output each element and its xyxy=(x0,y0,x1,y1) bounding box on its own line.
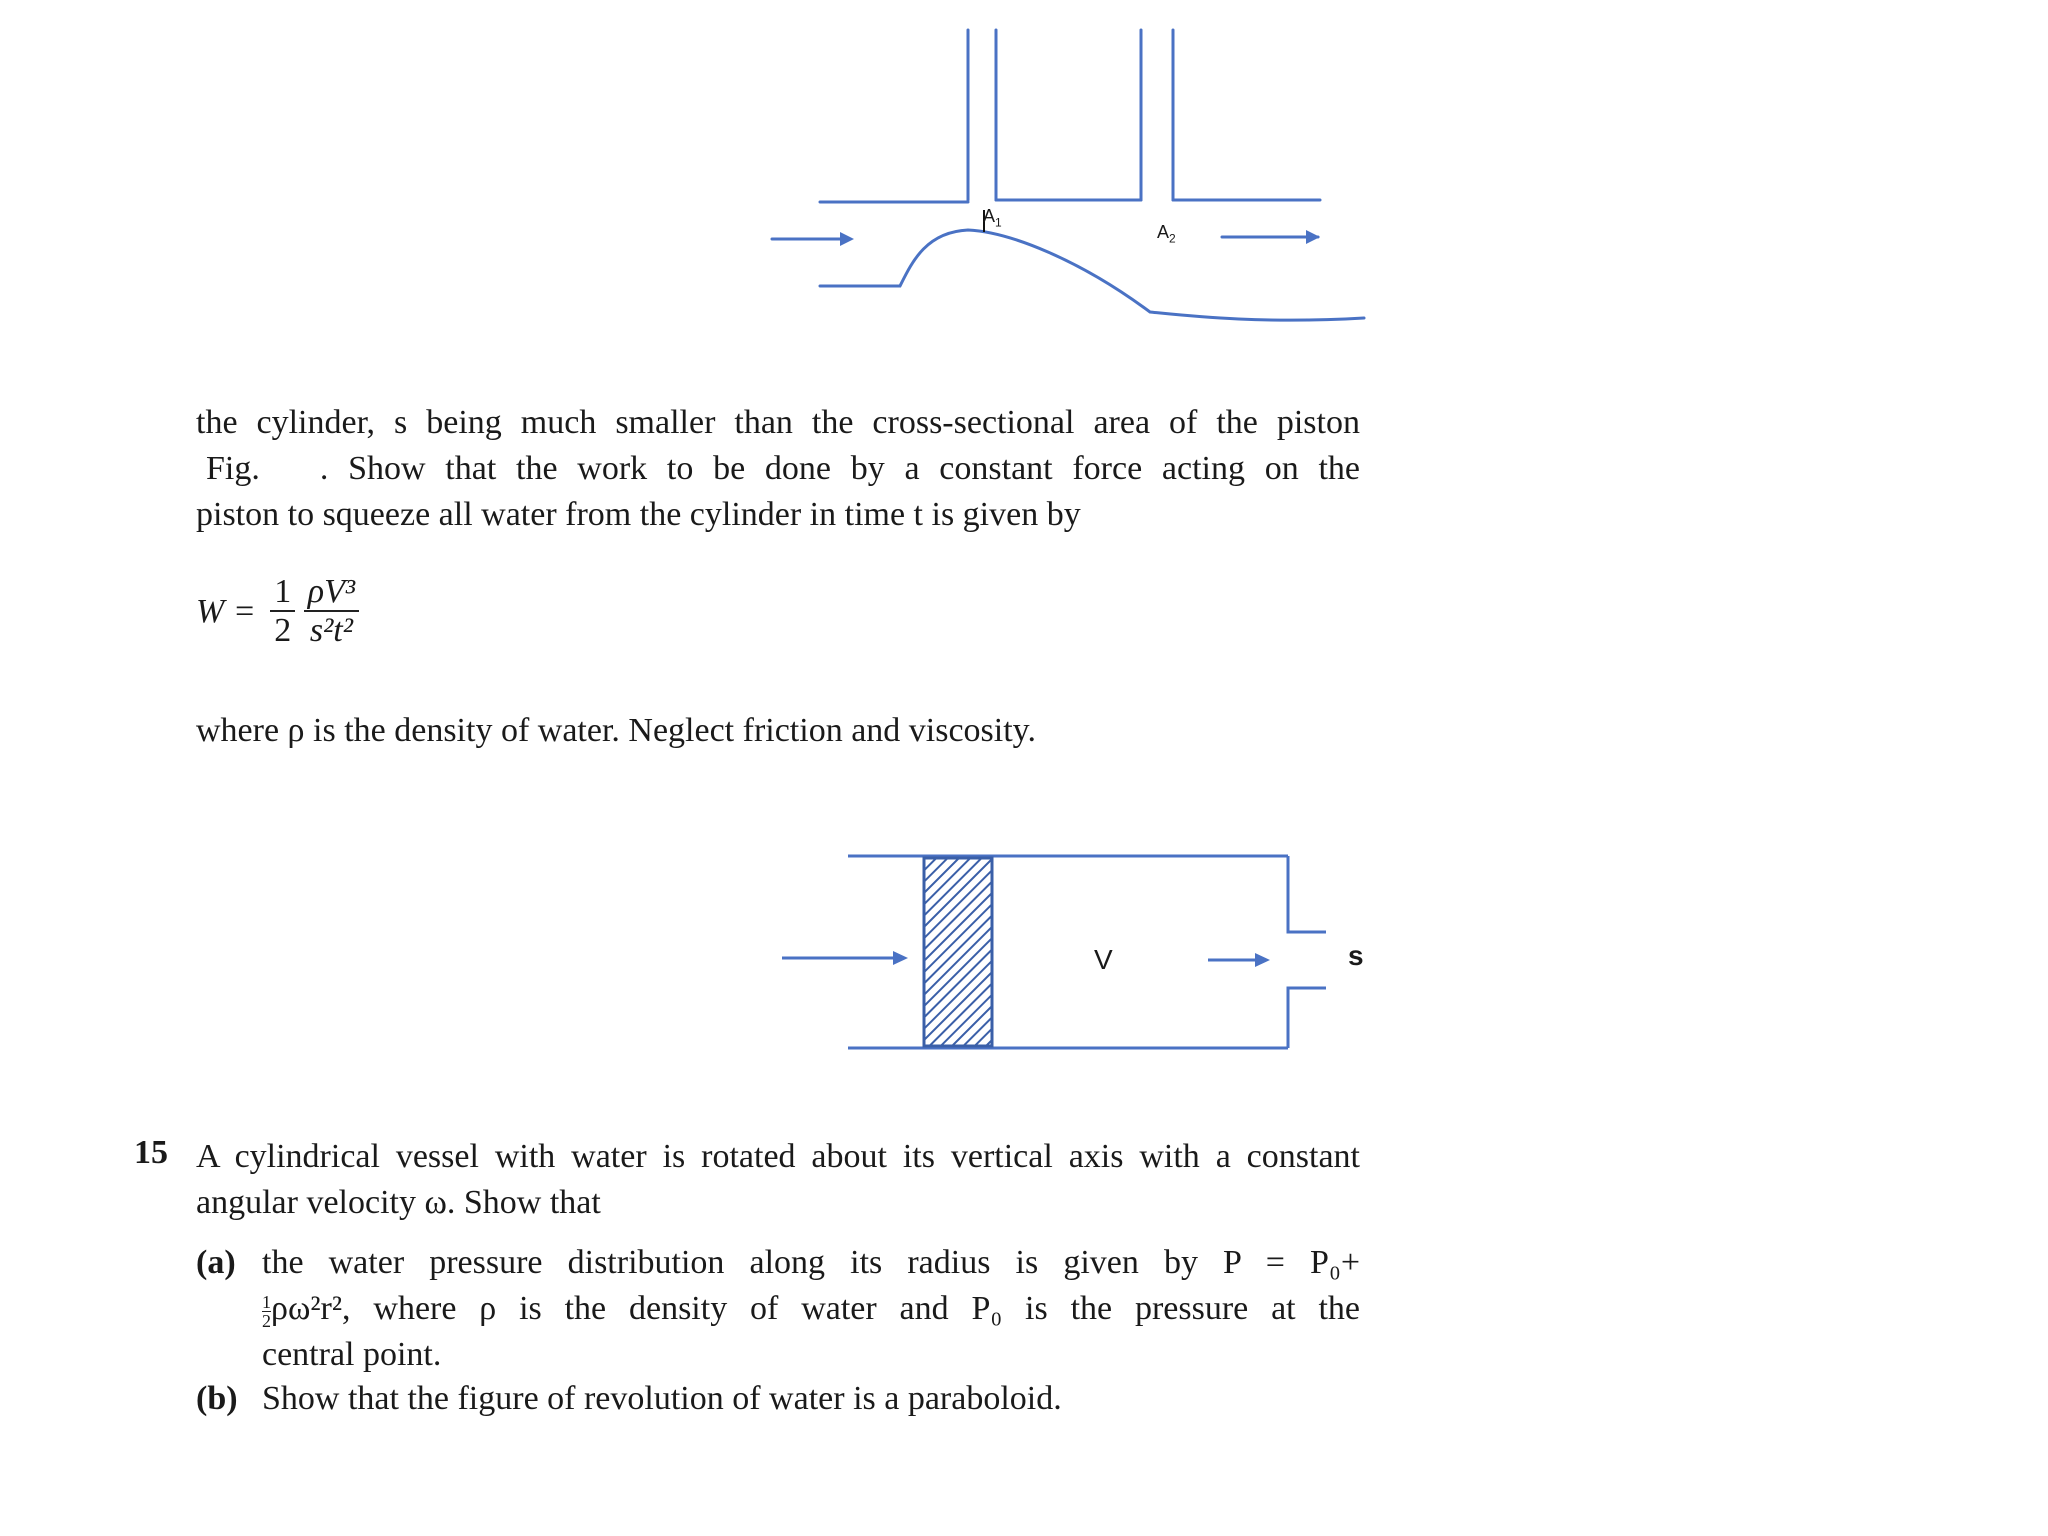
equation-coefficient xyxy=(270,574,295,650)
part-b-text: Show that the figure of revolution of water is a paraboloid. xyxy=(262,1380,1062,1417)
part-a-half-fraction xyxy=(262,1293,271,1330)
part-a-line2 xyxy=(262,1286,1360,1332)
problem14-line4: where ρ is the density of water. Neglect friction and viscosity. xyxy=(196,712,1036,749)
equation-coef-numerator: 1 xyxy=(274,573,292,610)
label-outlet: s xyxy=(1348,940,1364,971)
equation-coef-denominator: 2 xyxy=(270,610,295,650)
problem14-line2-rest: . Show that the work to be done by a constant force acting on the xyxy=(319,450,1360,487)
part-a-label: (a) xyxy=(196,1244,236,1281)
problem14-line3: piston to squeeze all water from the cylinder in time t is given by xyxy=(196,496,1081,533)
problem15-number: 15 xyxy=(134,1134,168,1171)
label-a2-subscript: 2 xyxy=(1169,231,1176,246)
equation-lhs: W = xyxy=(196,593,256,630)
label-a1-subscript: 1 xyxy=(995,215,1002,230)
part-a-line1: the water pressure distribution along its radius is given by P = P₀+ xyxy=(262,1244,1360,1281)
label-a1 xyxy=(983,206,1002,230)
problem14-text xyxy=(196,400,1360,538)
label-a2 xyxy=(1157,222,1176,246)
pipe-bottom-profile xyxy=(820,230,1364,320)
work-equation xyxy=(196,574,359,650)
part-a-line2-rest: ρω²r², where ρ is the density of water and P₀ is the pressure at the xyxy=(271,1290,1360,1327)
venturi-figure xyxy=(0,0,2048,360)
outflow-arrowhead xyxy=(1255,953,1270,967)
piston xyxy=(924,858,992,1046)
cylinder-outlet-bottom xyxy=(1288,988,1326,1048)
label-a2-text: A xyxy=(1157,222,1170,242)
problem15-line2: angular velocity ω. Show that xyxy=(196,1184,601,1221)
outflow-arrowhead xyxy=(1306,230,1320,244)
equation-numerator: ρV³ xyxy=(307,573,356,610)
part-a-frac-num: 1 xyxy=(262,1291,271,1312)
part-a-text xyxy=(262,1240,1360,1378)
inflow-arrowhead xyxy=(840,232,854,246)
label-volume: V xyxy=(1094,944,1113,975)
push-arrowhead xyxy=(893,951,908,965)
part-b-label: (b) xyxy=(196,1380,238,1417)
problem14-fig-ref: Fig. xyxy=(206,450,260,487)
equation-fraction xyxy=(304,574,359,650)
label-a1-text: A xyxy=(983,206,996,226)
problem14-line2 xyxy=(196,446,1360,492)
cylinder-outlet-top xyxy=(1288,856,1326,932)
part-a-frac-den: 2 xyxy=(262,1310,271,1331)
problem14-line1: the cylinder, s being much smaller than the cross-sectional area of the piston xyxy=(196,404,1360,441)
problem15-text xyxy=(196,1134,1360,1226)
part-a-line3: central point. xyxy=(262,1336,442,1373)
problem15-line1: A cylindrical vessel with water is rotated about its vertical axis with a constant xyxy=(196,1138,1360,1175)
piston-figure xyxy=(0,820,2048,1080)
equation-denominator: s²t² xyxy=(304,610,359,650)
